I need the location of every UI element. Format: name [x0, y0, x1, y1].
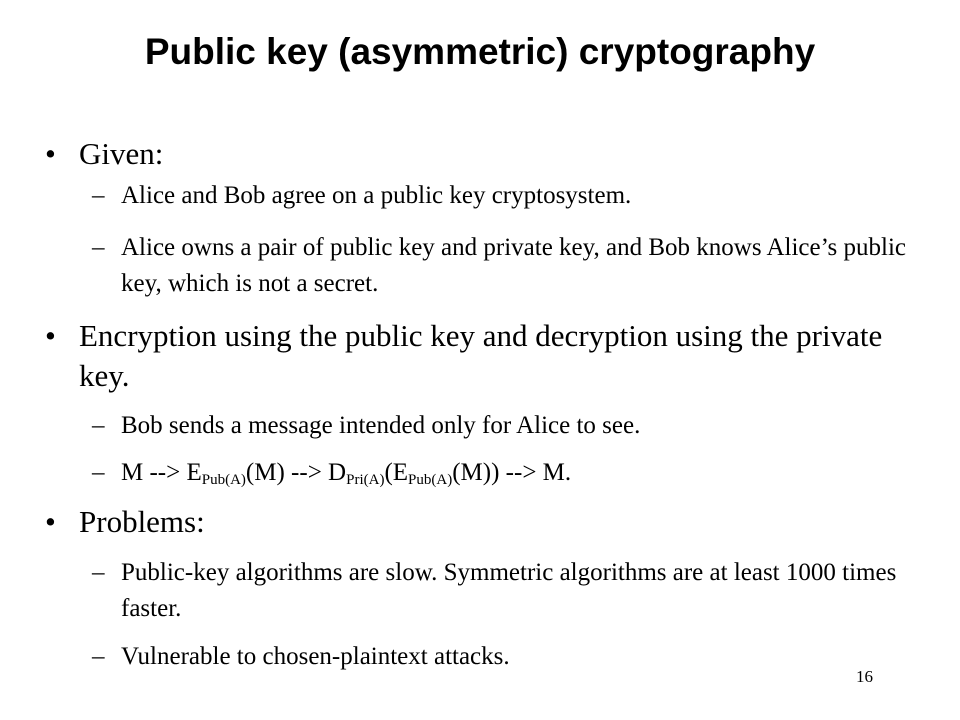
formula-part: (M)) --> M.: [452, 459, 572, 486]
sub-bullet-text: Vulnerable to chosen-plaintext attacks.: [121, 643, 510, 670]
sub-bullet-text: Alice owns a pair of public key and private key, and Bob knows Alice’s public key, which is not a secret.: [121, 234, 906, 297]
bullet-encryption: [45, 316, 905, 396]
formula-part: (E: [384, 459, 409, 486]
dash-marker: –: [92, 412, 105, 439]
bullet-marker: •: [45, 318, 56, 353]
bullet-marker: •: [45, 504, 56, 539]
bullet-marker: •: [45, 136, 56, 171]
slide-title: Public key (asymmetric) cryptography: [144, 31, 816, 72]
sub-bullet-text: Bob sends a message intended only for Alice to see.: [121, 412, 641, 439]
bullet-problems: [45, 502, 905, 542]
dash-marker: –: [92, 459, 105, 486]
dash-marker: –: [92, 559, 105, 586]
sub-bullet-message: [92, 408, 912, 444]
bullet-text: Problems:: [79, 504, 205, 539]
sub-bullet-agree: [92, 178, 912, 214]
page-number: 16: [856, 667, 873, 686]
sub-bullet-key-pair: [92, 230, 912, 302]
bullet-text: Given:: [79, 136, 164, 171]
sub-bullet-formula: [92, 455, 912, 491]
formula-subscript: Pub(A): [201, 472, 246, 488]
bullet-text: Encryption using the public key and decryption using the private key.: [79, 318, 883, 393]
encryption-formula: [121, 455, 912, 491]
sub-bullet-text: Public-key algorithms are slow. Symmetric algorithms are at least 1000 times faster.: [121, 559, 897, 622]
formula-part: (M) --> D: [245, 459, 347, 486]
bullet-given: [45, 134, 905, 174]
formula-subscript: Pub(A): [408, 472, 453, 488]
dash-marker: –: [92, 234, 105, 261]
dash-marker: –: [92, 182, 105, 209]
sub-bullet-vulnerable: [92, 639, 912, 675]
formula-subscript: Pri(A): [346, 472, 385, 488]
sub-bullet-slow: [92, 555, 912, 627]
dash-marker: –: [92, 643, 105, 670]
sub-bullet-text: Alice and Bob agree on a public key cryptosystem.: [121, 182, 632, 209]
formula-part: M --> E: [121, 459, 202, 486]
